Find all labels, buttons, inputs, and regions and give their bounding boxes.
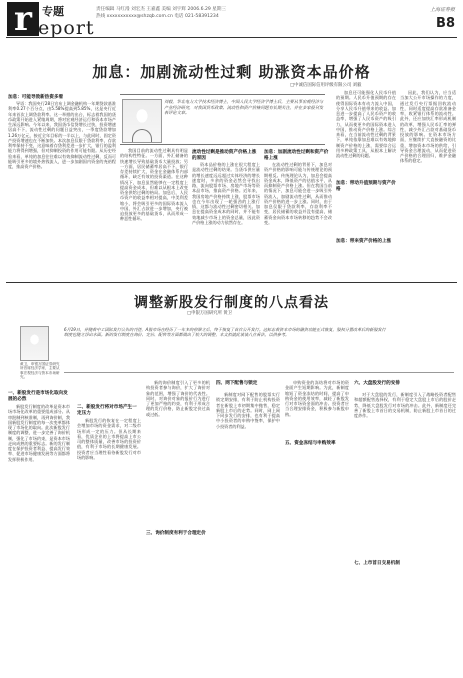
article2-author-note: 黄卫，申银万国证券研究所首席经济学家，主要从事宏观经济与资本市场研究。 [20,362,60,380]
article2-col2-text: 新股发行的恢复在一定程度上会增加市场的资金需求，对二级市场形成一定的压力。但从长期来看，优质企业的上市将提高上市公司的整体质量，改善市场的投资价值，有利于市场的长期健康发展。投资者应当理性看待新股发行对市场的影响。 [77,418,141,460]
article1-col5-text: 加息还可能强化人民币升值的预期。人民币升值预期的存在使得国际资本有动力流入中国，分享人民币升值带来的收益。加息进一步提高了人民币资产的收益率，增强了人民币资产的吸引力，从而使更多的国际资本进入中国，推动资产价格上涨。综合来看，在当前流动性过剩的背景下，单纯依靠加息难以有效地抑制资产价格的上涨，需要综合运用多种政策工具，从根本上解决流动性过剩的问题。 [336,90,396,158]
article1-subheading-1: 加息：可能导致新热资多看 [8,95,64,100]
article2-column-3 [146,380,210,528]
article1-col1-text: 导语：我国央行28日宣布上调金融机构一年期贷款基准利率0.27个百分点，由5.58%提高到5.85%，这是央行近年来首次上调贷款利率。这一举措的出台，标志着我国的货币政策开始进入紧缩周期，将对宏观经济运行和资本市场产生深远影响。今年以来，我国货币信贷增长过快，投资增速居高不下，流动性过剩的问题日益突出，一季度贷款增加1.26万亿元，接近全年目标的一半以上，与此同时，固定资产投资增速也在不断加快。本次加息仅限于贷款利率，存款利率保持不变，这意味着存贷利差进一步扩大，银行的盈利能力将得到增强，但对抑制投资的作用可能有限。从历史经验来看，单纯的加息往往难以有效抑制流动性过剩，反而可能吸引更多的境外热钱流入，进一步加剧国内资金的充裕程度，推高资产价格。 [8,101,116,169]
article2-col1-text: 新股发行制度的改革是资本市场市场化改革的重要组成部分。从审批制到核准制，再到询价制，我国新股发行制度的每一次变革都体现了市场化的取向。此次新股发行制度的调整，进一步完善了询价机制，强化了市场约束，是资本市场走向成熟的重要标志。新的发行制度在保护投资者利益、提高发行效率、促进市场健康发展等方面都将发挥积极作用。 [8,404,70,462]
author-portrait-2 [20,326,49,361]
article1-col2-text: 我国目前的流动性过剩具有明显的结构性特征。一方面，外汇储备的快速增长导致基础货币大量投放；另一方面，居民储蓄率居高不下，银行存差持续扩大，资金在金融体系内部循环，缺乏有效的投资渠道。在这种情况下，加息虽然能够在一定程度上提高资金成本，但难以从根本上改变资金供给过剩的格局。加息后，人民币资产的收益率相对提高，中美利差缩小，将会吸引更多的国际资本流入中国，外汇占款进一步增加，央行被迫投放更多的基础货币，从而形成一种恶性循环。 [120,148,188,222]
author-portrait [122,99,162,143]
section-logo-letter: r [7,2,39,36]
article2-title: 调整新股发行制度的八点看法 [134,295,329,311]
editor-line: 责任编辑 马红漫 刘宏杰 王嘉鑫 美编 刘宇辉 2006.6.29 星期三 [96,7,227,12]
article2-col3-text: 新的询价制度引入了更多的机构投资者参与询价，扩大了询价对象的范围，增强了询价的代表性。同时，对询价对象的报价行为进行了更加严格的约束，有利于形成合理的发行价格，防止新股定价过高或过低。 [146,380,210,417]
article1-subheading-5: 加息：带来资产价格的上涨 [336,239,392,244]
section-label: 专题 [42,5,64,18]
article1-col3-text: 资本品价格的上涨在很大程度上是流动性过剩的结果。当货币供应量的增长速度远远超过实体经济的增长速度时，多余的资金必然会寻找出路，流向股票市场、房地产市场等资本品市场，推高资产价格。近年来，我国房地产价格持续上涨，股票市场也在今年出现了一轮强劲的上涨行情，这都与流动性过剩密切相关。加息在提高资金成本的同时，并不能有效地减少市场上的资金总量，因此资产价格上涨的动力依然存在。 [192,162,260,225]
section-logo-word: eport [38,17,95,39]
article2-column-6 [354,392,456,672]
article1-column-1 [8,101,116,281]
paper-name: 上海证券报 [429,7,455,13]
article2-subheading-4: 四、网下配售与锁定 [216,381,258,386]
article1-column-4 [264,162,332,281]
quote-divider-bottom [120,144,325,145]
article2-byline: □申银万国研究所 黄卫 [187,311,233,316]
article1-column-5 [336,90,396,178]
article2-column-5 [285,380,349,672]
article2-subheading-5: 五、资金冻结与申购效率 [285,441,336,446]
article2-subheading-3: 三、询价制度有利于合理定价 [146,531,206,536]
article2-column-2 [77,418,141,672]
page-header [0,0,463,42]
article2-column-1 [8,404,70,672]
article1-subheading-3: 加息：加剧流动性过剩和资产价格上涨 [264,150,329,161]
header-divider [6,37,457,38]
article1-subheading-2: 流动性过剩是推动资产价格上涨的原因 [192,150,257,161]
article2-subheading-1: 一、新股发行是市场化取向发展的必然 [8,391,68,402]
quote-divider-top [120,94,325,95]
article1-col6-text: 因此，我们认为，应当适当加大公开市场操作的力度，通过发行央行票据回收流动性，同时适度提高存款准备金率，收紧银行体系的流动性。此外，还应加快汇率形成机制的改革，增强人民币汇率的弹性，减少外汇占款对基础货币投放的影响。在资本市场方面，应继续扩大直接融资的比重，增加资本市场的供给，引导资金合理流动，从而促进资产价格的合理回归，维护金融体系的稳定。 [400,90,456,164]
article2-subheading-6: 六、大盘股发行的安排 [354,381,400,386]
article1-column-6 [400,90,456,281]
article2-column-4 [216,392,280,672]
article2-lead: 6月19日，伴随着中工国际发行公告的刊登，A股市场在经历了一年多的停滞之后，终于恢复了首次公开发行。这标志着资本市场的融资功能正式恢复，股权分置改革后的新股发行制度也随之浮出水面。新的发行制度在询价、定价、配售等方面都做出了较大的调整，本文拟就此谈谈八点看法，以供参考。 [64,327,386,338]
author-intro: 刘毅，华北电力大学技术经济博士，中国人民大学经济学博士后，主要从事宏观经济与产业经济研究，对我国货币政策、流动性和资产价格问题有长期关注，并在多家报刊发表评论文章。 [164,99,324,116]
article1-title: 加息：加剧流动性过剩 助涨资本品价格 [92,63,371,81]
article1-byline: □中诚信国际信用评级有限公司 刘毅 [290,83,362,88]
article2-subheading-7: 七、上市首日交易机制 [354,561,400,566]
article2-col6-text: 对于大盘股的发行，新制度引入了战略投资者配售和超额配售选择权，有利于稳定大盘股上市后的股价走势，降低大盘股发行对市场的冲击。此外，新制度还完善了新股上市首日的交易机制，防止新股上市首日的过度炒作。 [354,392,456,418]
page-number: B8 [436,16,455,31]
article1-column-2 [120,148,188,281]
section-divider [6,282,457,283]
article1-col4-text: 在流动性过剩的背景下，加息对资产价格的影响可能与传统理论的预期相反。传统理论认为，加息会提高资金成本，降低资产的估值水平，从而抑制资产价格上涨。但在我国当前的情况下，加息可能会进一步吸引外资流入，加剧流动性过剩，从而推动资产价格的进一步上涨。同时，由于加息仅限于贷款利率，存款利率不变，居民储蓄的收益并没有提高，储蓄资金向资本市场转移的趋势不会改变。 [264,162,332,225]
article2-col4-text: 新制度对网下配售的股票实行锁定期安排，有利于防止机构投资者在新股上市初期集中抛售，稳定新股上市后的走势。同时，网上网下同步发行的安排，也有利于提高中小投资者的申购中签率，保护中小投资者的利益。 [216,392,280,429]
contact-line: 热线 xxxxxxxxxxx@shzqb.com.cn 电话 021-58391234 [96,14,219,19]
article2-col5-text: 申购资金的冻结将对市场的资金面产生短期影响。为此，新制度缩短了资金冻结的时间，提高了申购资金的使用效率，减轻了新股发行对市场资金面的冲击。投资者应当合理安排资金，积极参与新股申购。 [285,380,349,417]
article2-subheading-2: 二、新股发行将对市场产生一定压力 [77,405,137,416]
article1-subheading-4: 加息：带动升值预期与资产价格 [336,181,396,192]
article1-column-3 [192,162,260,281]
lead-divider [64,372,454,373]
